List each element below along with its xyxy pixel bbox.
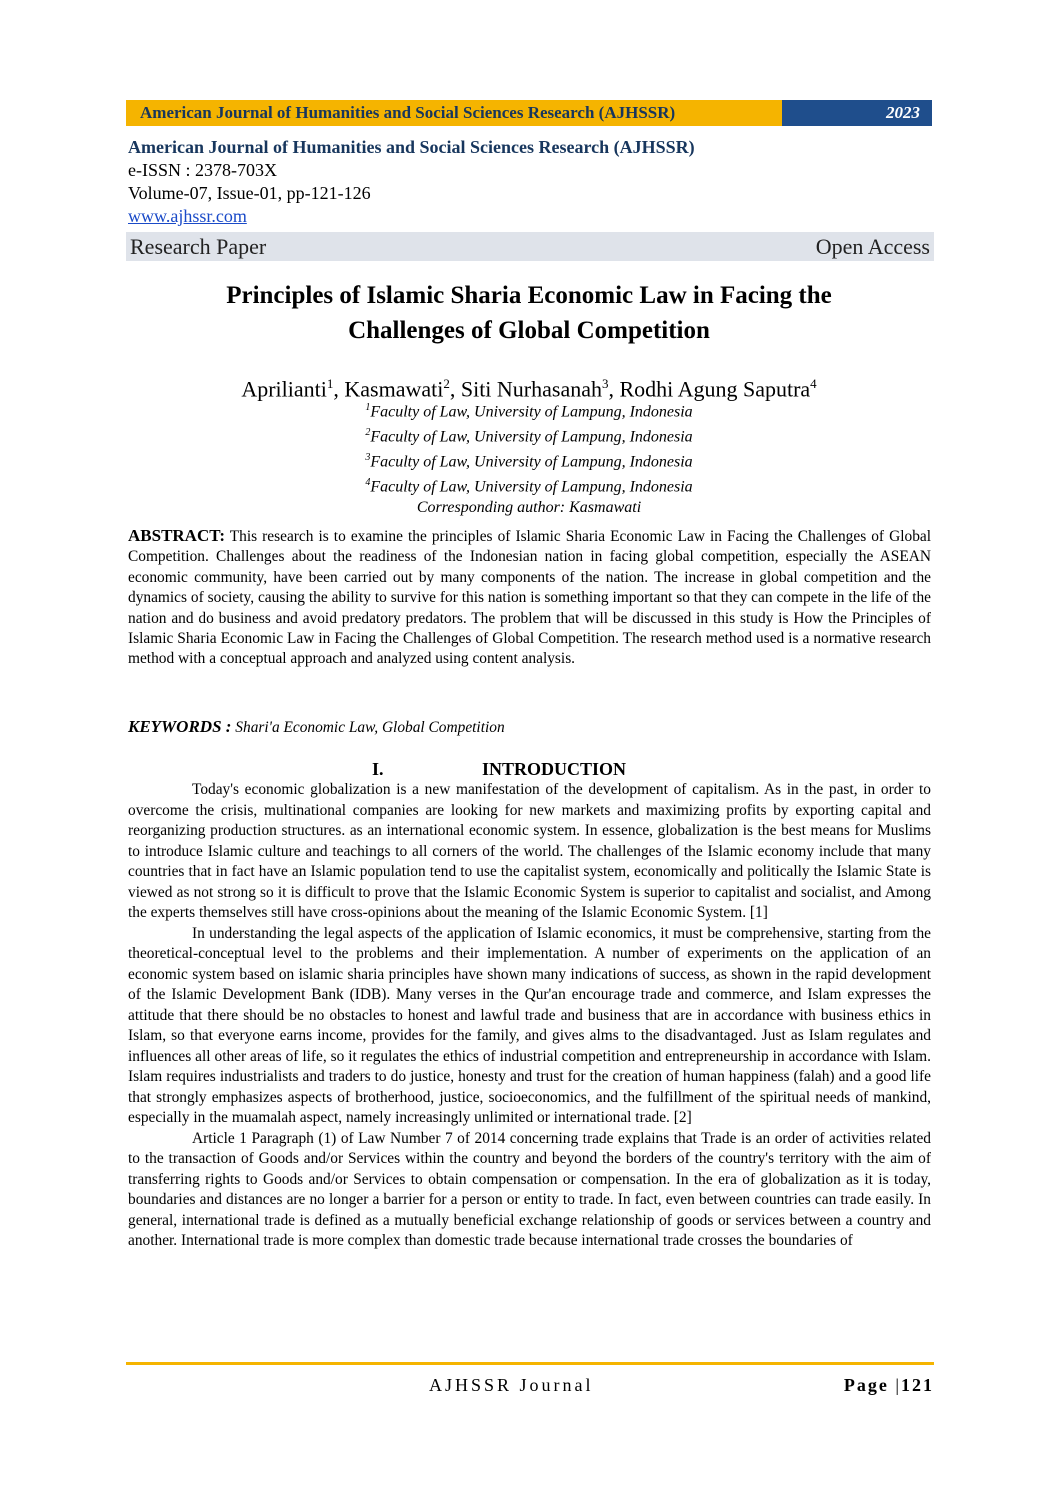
abstract-text: This research is to examine the principles of Islamic Sharia Economic Law in Facing the Challenges of Global Competition. Challenges about the readiness of the Indonesian nation in facing global competition, especially the ASEAN economic community, have been carried out by many components of the nation. The increase in global competition and the dynamics of society, causing the ability to survive for this nation is something important so that they can compete in the life of the nation and do business and avoid predatory predators. The problem that will be discussed in this study is How the Principles of Islamic Sharia Economic Law in Facing the Challenges of Global Competition. The research method used is a normative research method with a conceptual approach and analyzed using content analysis.	[128, 528, 931, 668]
paper-title-line-2: Challenges of Global Competition	[348, 317, 710, 344]
access-type: Open Access	[815, 233, 930, 259]
keywords-text: Shari'a Economic Law, Global Competition	[235, 719, 505, 736]
affiliation: $^2$Faculty of Law, University of Lampung, Indonesia	[365, 427, 693, 446]
footer-page: Page |121	[843, 1375, 934, 1395]
paragraph: Today's economic globalization is a new manifestation of the development of capitalism. As in the past, in order to overcome the crisis, multinational companies are looking for new markets and maximizing profits by exporting capital and reorganizing production structures. as an international economic system. In essence, globalization is the best means for Muslims to introduce Islamic culture and teachings to all corners of the world. The challenges of the Islamic economy include that many countries that in fact have an Islamic population tend to use the capitalist system, economically and politically the Islamic State is viewed as not strong so it is difficult to prove that the Islamic Economic System is superior to capitalist and socialist, and Among the experts themselves still have cross-opinions about the meaning of the Islamic Economic System. [1]	[128, 781, 931, 921]
paper-title	[126, 278, 932, 348]
journal-title: American Journal of Humanities and Social Sciences Research (AJHSSR)	[128, 137, 695, 157]
abstract	[128, 526, 931, 670]
author: Kasmawati	[344, 376, 444, 402]
author-list: Aprilianti$^1$, Kasmawati$^2$, Siti Nurhasanah$^3$, Rodhi Agung Saputra$^4$	[241, 376, 817, 402]
abstract-label: ABSTRACT:	[128, 526, 225, 545]
author-sup: 2	[443, 376, 450, 391]
section-heading	[372, 758, 672, 780]
footer-divider	[126, 1362, 934, 1365]
author-sup: 3	[602, 376, 609, 391]
affiliation: $^1$Faculty of Law, University of Lampung, Indonesia	[365, 402, 693, 421]
introduction-body	[128, 780, 931, 1252]
footer-journal: AJHSSR Journal	[429, 1375, 594, 1395]
paragraph: In understanding the legal aspects of the application of Islamic economics, it must be comprehensive, starting from the theoretical-conceptual level to the problems and their implementation. A number of experiments on the application of an economic system based on islamic sharia principles have shown many indications of success, as shown in the rapid development of the Islamic Development Bank (IDB). Many verses in the Qur'an encourage trade and commerce, and Islam expresses the attitude that there should be no obstacles to honest and lawful trade and business that are in accordance with business ethics in Islam, so that everyone earns income, provides for the family, and gives alms to the disadvantaged. Just as Islam regulates and influences all other areas of life, so it regulates the ethics of industrial competition and entrepreneurship in accordance with Islam. Islam requires industrialists and traders to do justice, honesty and trust for the creation of human happiness (falah) and a good life that strongly emphasizes aspects of brotherhood, justice, socioeconomics, and the fulfillment of the spiritual needs of mankind, especially in the muamalah aspect, namely increasingly unlimited or international trade. [2]	[128, 924, 931, 1126]
running-header-journal: American Journal of Humanities and Social Sciences Research (AJHSSR)	[126, 100, 782, 126]
running-header	[126, 100, 932, 126]
issn: e-ISSN : 2378-703X	[128, 160, 277, 180]
paper-type: Research Paper	[130, 233, 267, 259]
paper-title-line-1: Principles of Islamic Sharia Economic Law in Facing the	[226, 282, 832, 309]
running-header-year: 2023	[782, 100, 932, 126]
keywords	[128, 716, 931, 739]
affiliation: $^3$Faculty of Law, University of Lampung, Indonesia	[365, 452, 693, 471]
paragraph: Article 1 Paragraph (1) of Law Number 7 of 2014 concerning trade explains that Trade is an order of activities related to the transaction of Goods and/or Services within the country and beyond the borders of the country's territory with the aim of transferring rights to Goods and/or Services to obtain compensation or compensation. In the era of globalization as it is today, boundaries and distances are no longer a barrier for a person or entity to trade. In fact, even between countries can trade easily. In general, international trade is defined as a mutually beneficial exchange relationship of goods or services between a country and another. International trade is more complex than domestic trade because international trade crosses the boundaries of	[128, 1129, 931, 1249]
affiliations	[126, 398, 932, 519]
author: Aprilianti	[241, 376, 327, 402]
author-sup: 1	[326, 376, 334, 391]
journal-website-link[interactable]: www.ajhssr.com	[128, 206, 247, 226]
author-sup: 4	[810, 376, 817, 391]
volume-info: Volume-07, Issue-01, pp-121-126	[128, 183, 371, 203]
author: Siti Nurhasanah	[460, 376, 602, 402]
section-title: INTRODUCTION	[482, 759, 627, 779]
page-footer	[126, 1372, 934, 1398]
journal-meta	[128, 136, 934, 228]
page-number: 121	[901, 1375, 934, 1395]
section-number: I.	[372, 759, 384, 779]
corresponding-author: Corresponding author: Kasmawati	[416, 499, 642, 517]
author: Rodhi Agung Saputra	[619, 376, 811, 402]
keywords-label: KEYWORDS :	[128, 717, 232, 736]
access-bar	[126, 232, 934, 261]
affiliation: $^4$Faculty of Law, University of Lampung, Indonesia	[365, 477, 693, 496]
